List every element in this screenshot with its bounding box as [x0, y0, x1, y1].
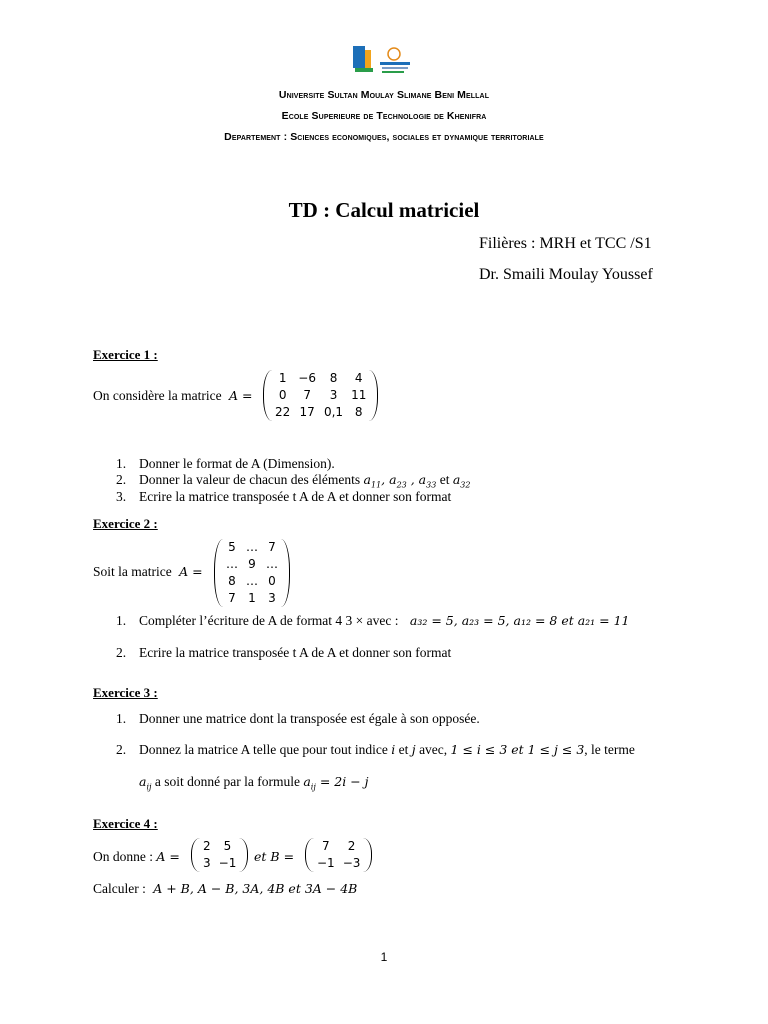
ex4-matrix-b	[305, 838, 372, 872]
ex2-item-1: 1. Compléter l’écriture de A de format 4 3 × avec : a₃₂ = 5, a₂₃ = 5, a₁₂ = 8 et a₂₁ = 11	[116, 613, 630, 628]
matrix-cell: 7	[322, 839, 330, 853]
matrix-cell: 7	[228, 591, 236, 605]
matrix-cell: 3	[329, 388, 338, 402]
matrix-cell: 3	[203, 856, 211, 870]
ex3-item-2-cont: $a_{ij}$ a soit donné par la formule $a_{ij} = 2i - j$	[139, 774, 369, 792]
university-logo	[350, 44, 420, 78]
ex2-item-2-text: Ecrire la matrice transposée t A de A et donner son format	[139, 645, 452, 660]
ex3-item-1-text: Donner une matrice dont la transposée est égale à son opposée.	[139, 711, 480, 726]
matrix-cell: 0	[268, 574, 276, 588]
ex4-matrix-a	[191, 838, 248, 872]
ex1-intro-text: On considère la matrice	[93, 388, 222, 403]
matrix-cell: 1	[248, 591, 256, 605]
matrix-cell: 9	[248, 557, 256, 571]
filieres: Filières : MRH et TCC /S1	[479, 235, 652, 252]
matrix-cell: −3	[342, 856, 361, 870]
matrix-cell: 11	[351, 388, 367, 402]
matrix-row	[222, 539, 282, 556]
matrix-cell: 1	[278, 371, 287, 385]
matrix-row	[271, 387, 370, 404]
ex3-item-2: 2. Donnez la matrice A telle que pour tout indice i et j avec, 1 ≤ i ≤ 3 et 1 ≤ j ≤ 3, le terme	[116, 742, 635, 757]
matrix-cell: 8	[354, 405, 363, 419]
matrix-cell: −6	[298, 371, 316, 385]
matrix-cell: 2	[203, 839, 211, 853]
ex2-item-1-text: Compléter l’écriture de A de format 4 3 × avec :	[139, 613, 399, 628]
matrix-row	[199, 855, 240, 872]
matrix-cell: 7	[268, 540, 276, 554]
ex1-item-1: 1. Donner le format de A (Dimension).	[116, 456, 335, 471]
ex1-item-2-and: et	[439, 472, 450, 487]
ex3-item-1: 1. Donner une matrice dont la transposée est égale à son opposée.	[116, 711, 480, 726]
ex1-item-1-text: Donner le format de A (Dimension).	[139, 456, 335, 471]
matrix-cell: 8	[228, 574, 236, 588]
author: Dr. Smaili Moulay Youssef	[479, 266, 653, 283]
exercise-2-heading: Exercice 2 :	[93, 516, 158, 531]
ex4-calc-expr: A + B, A − B, 3A, 4B et 3A − 4B	[153, 881, 358, 896]
ex1-matrix	[263, 370, 378, 421]
matrix-cell: …	[246, 574, 258, 588]
ex2-intro: Soit la matrice A =	[93, 564, 203, 579]
department-name: Departement : Sciences economiques, sociales et dynamique territoriale	[224, 131, 544, 143]
ex1-intro: On considère la matrice A =	[93, 388, 253, 403]
ex3-item-2-text-d: , le terme	[584, 742, 635, 757]
matrix-cell: 3	[268, 591, 276, 605]
ex2-matrix	[214, 539, 290, 607]
matrix-row	[222, 573, 282, 590]
ex2-item-1-math: a₃₂ = 5, a₂₃ = 5, a₁₂ = 8 et a₂₁ = 11	[409, 613, 630, 628]
matrix-cell: 2	[347, 839, 356, 853]
exercise-1-heading: Exercice 1 :	[93, 347, 158, 362]
page-title: TD : Calcul matriciel	[288, 198, 480, 222]
ex1-item-3: 3. Ecrire la matrice transposée t A de A et donner son format	[116, 489, 452, 504]
ex3-item-2-text-a: Donnez la matrice A telle que pour tout indice	[139, 742, 388, 757]
matrix-row	[222, 590, 282, 607]
ex4-intro: On donne : A =	[93, 849, 180, 864]
ex3-item-2-text-c: avec,	[419, 742, 448, 757]
matrix-cell: 17	[299, 405, 315, 419]
matrix-cell: …	[246, 540, 258, 554]
ex3-item-2-text-e: a soit donné par la formule	[154, 774, 300, 789]
matrix-cell: …	[266, 557, 278, 571]
matrix-cell: 0	[278, 388, 287, 402]
ex1-item-2-text: Donner la valeur de chacun des éléments	[139, 472, 361, 487]
matrix-row	[271, 370, 370, 387]
matrix-cell: …	[226, 557, 238, 571]
ex3-item-2-text-b: et	[398, 742, 409, 757]
university-name: Universite Sultan Moulay Slimane Beni Mellal	[278, 89, 490, 101]
page-number: 1	[380, 950, 388, 964]
ex4-intro-text: On donne :	[93, 849, 153, 864]
ex2-item-2: 2. Ecrire la matrice transposée t A de A et donner son format	[116, 645, 452, 660]
matrix-row	[313, 838, 364, 855]
matrix-row	[222, 556, 282, 573]
exercise-3-heading: Exercice 3 :	[93, 685, 158, 700]
matrix-cell: 5	[228, 540, 236, 554]
ex4-calc-label: Calculer :	[93, 881, 146, 896]
matrix-row	[271, 404, 370, 421]
ex4-and-b: et B =	[254, 849, 295, 864]
matrix-cell: 5	[223, 839, 232, 853]
matrix-cell: 4	[354, 371, 363, 385]
matrix-row	[313, 855, 364, 872]
matrix-cell: 7	[303, 388, 311, 402]
exercise-4-heading: Exercice 4 :	[93, 816, 158, 831]
ex4-calc	[93, 881, 357, 897]
school-name: Ecole Superieure de Technologie de Khenifra	[281, 110, 487, 122]
ex1-item-2: 2. Donner la valeur de chacun des éléments $a_{11}$, $a_{23}$ , $a_{33}$ et $a_{32}$	[116, 472, 471, 490]
matrix-cell: 22	[275, 405, 291, 419]
ex1-item-3-text: Ecrire la matrice transposée t A de A et donner son format	[139, 489, 452, 504]
ex2-intro-text: Soit la matrice	[93, 564, 172, 579]
matrix-cell: 0,1	[323, 405, 344, 419]
matrix-cell: −1	[317, 856, 335, 870]
matrix-cell: −1	[218, 856, 237, 870]
matrix-row	[199, 838, 240, 855]
matrix-cell: 8	[329, 371, 338, 385]
